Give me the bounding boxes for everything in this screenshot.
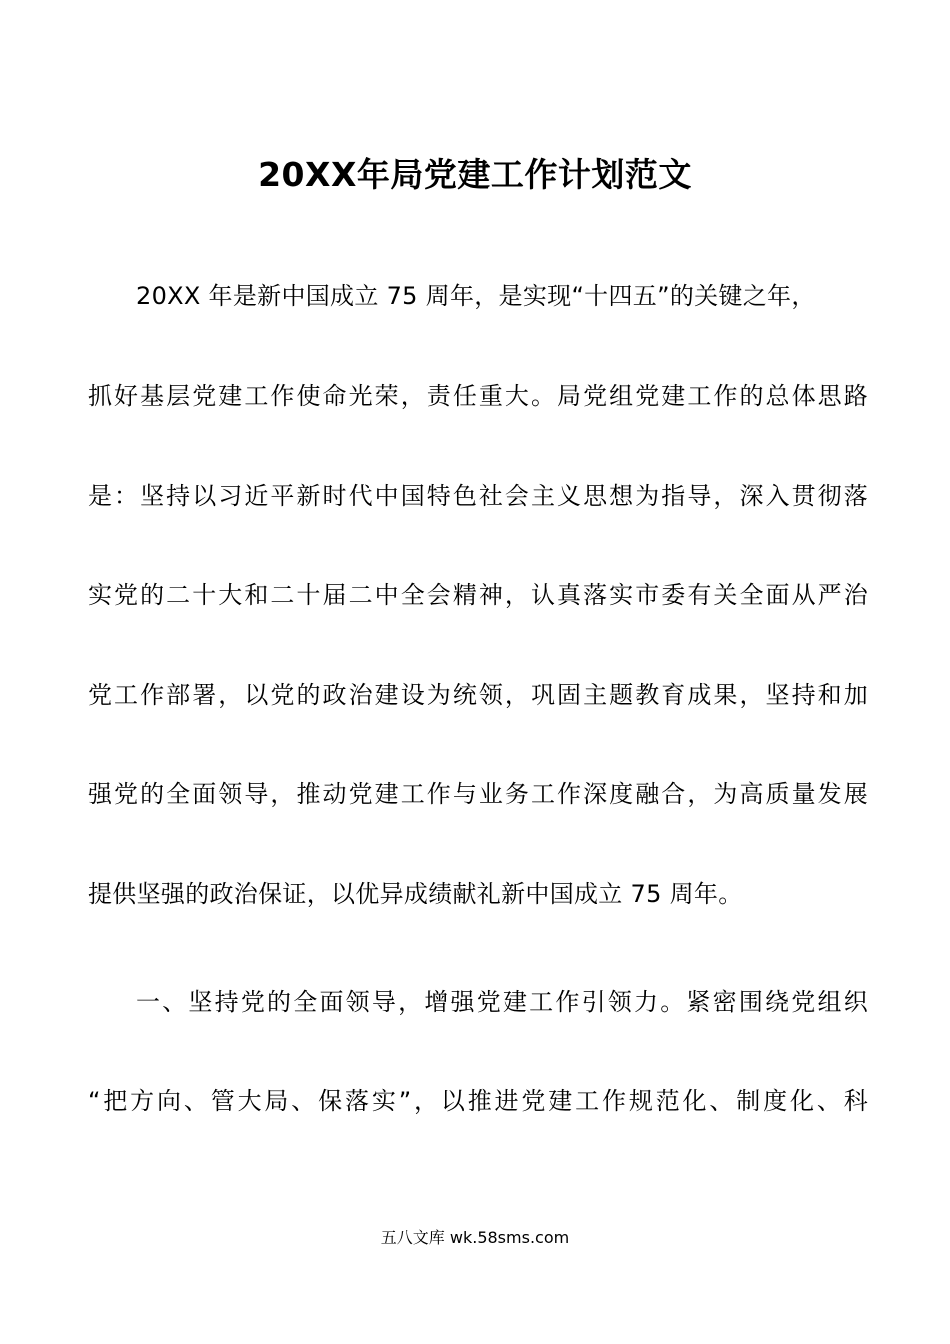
paragraph-1-line-5: 党工作部署，以党的政治建设为统领，巩固主题教育成果，坚持和加 (88, 681, 868, 709)
paragraph-1-line-1: 20XX 年是新中国成立 75 周年，是实现“十四五”的关键之年， (136, 282, 816, 310)
paragraph-1-line-7: 提供坚强的政治保证，以优异成绩献礼新中国成立 75 周年。 (88, 880, 743, 908)
paragraph-2-line-1: 一、坚持党的全面领导，增强党建工作引领力。紧密围绕党组织 (136, 988, 868, 1016)
paragraph-1-line-6: 强党的全面领导，推动党建工作与业务工作深度融合，为高质量发展 (88, 780, 868, 808)
paragraph-2-line-2: “把方向、管大局、保落实”，以推进党建工作规范化、制度化、科 (88, 1087, 868, 1115)
paragraph-1-line-2: 抓好基层党建工作使命光荣，责任重大。局党组党建工作的总体思路 (88, 382, 868, 410)
paragraph-1-line-4: 实党的二十大和二十届二中全会精神，认真落实市委有关全面从严治 (88, 581, 868, 609)
footer-source-text: 五八文库 wk.58sms.com (380, 1228, 570, 1247)
paragraph-1-line-3: 是：坚持以习近平新时代中国特色社会主义思想为指导，深入贯彻落 (88, 482, 868, 510)
document-title: 20XX年局党建工作计划范文 (258, 155, 692, 194)
